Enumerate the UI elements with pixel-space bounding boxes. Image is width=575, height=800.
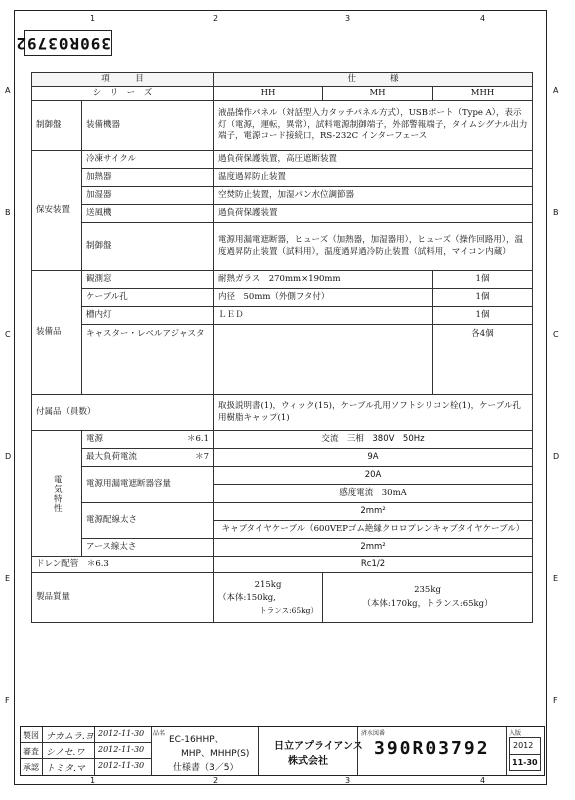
approver-date: 2012-11-30 bbox=[98, 761, 145, 770]
reviewer-label: 審査 bbox=[23, 747, 39, 756]
ground-name: アース線太さ bbox=[82, 539, 214, 557]
column-marker-1: 1 bbox=[90, 14, 96, 23]
equipment-item-text: 内径 50mm（外側フタ付） bbox=[214, 289, 433, 307]
equipment-item-text: ＬＥＤ bbox=[214, 307, 433, 325]
wire-cable: キャブタイヤケーブル（600VEPゴム絶縁クロロプレンキャブタイヤケーブル） bbox=[214, 521, 533, 539]
wire-name: 電源配線太さ bbox=[82, 503, 214, 539]
column-marker-2: 2 bbox=[213, 14, 219, 23]
reviewer-date: 2012-11-30 bbox=[98, 745, 145, 754]
weight-mh: 235kg （本体:170kg，トランス:65kg） bbox=[323, 573, 533, 623]
product-line-1: EC-16HHP、 bbox=[169, 735, 224, 745]
column-marker-3: 3 bbox=[345, 14, 351, 23]
drafter-date: 2012-11-30 bbox=[98, 729, 145, 738]
column-marker-1-bottom: 1 bbox=[90, 776, 96, 785]
equipment-group: 装備品 bbox=[32, 271, 82, 395]
row-marker-c-right: C bbox=[553, 330, 559, 339]
weight-name: 製品質量 bbox=[32, 573, 214, 623]
control-item: 装備機器 bbox=[82, 101, 214, 151]
header-item: 項 目 bbox=[32, 73, 214, 87]
series-label: シ リ ー ズ bbox=[32, 87, 214, 101]
weight-hh: 215kg （本体:150kg, トランス:65kg） bbox=[214, 573, 323, 623]
issue-date: 11-30 bbox=[512, 758, 538, 767]
equipment-item-qty: 各4個 bbox=[433, 325, 533, 395]
wire-size: 2mm² bbox=[214, 503, 533, 521]
max-current-name: 最大負荷電流 ＊7 bbox=[82, 449, 214, 467]
safety-item-text: 電源用漏電遮断器，ヒューズ（加熱器，加湿器用），ヒューズ（操作回路用），温度過昇防止装置（試料用），温度過昇過冷防止装置（試料用，マイコン内蔵） bbox=[214, 223, 533, 271]
accessories-name: 付属品（員数） bbox=[32, 395, 214, 431]
series-hh: HH bbox=[214, 87, 323, 101]
row-marker-d: D bbox=[5, 452, 12, 461]
equipment-item-name: 観測窓 bbox=[82, 271, 214, 289]
electrical-group: 電気特性 bbox=[32, 431, 82, 557]
column-marker-4-bottom: 4 bbox=[480, 776, 486, 785]
safety-group: 保安装置 bbox=[32, 151, 82, 271]
safety-item-name: 冷凍サイクル bbox=[82, 151, 214, 169]
spec-table bbox=[31, 72, 533, 623]
safety-item-name: 送風機 bbox=[82, 205, 214, 223]
company-line-1: 日立アプライアンス bbox=[274, 741, 363, 752]
series-mhh: MHH bbox=[433, 87, 533, 101]
safety-item-text: 過負荷保護装置 bbox=[214, 205, 533, 223]
control-group: 制御盤 bbox=[32, 101, 82, 151]
equipment-item-qty: 1個 bbox=[433, 271, 533, 289]
safety-item-text: 空焚防止装置，加湿パン水位調節器 bbox=[214, 187, 533, 205]
accessories-text: 取扱説明書(1)，ウィック(15)，ケーブル孔用ソフトシリコン栓(1)，ケーブル孔用樹脂キャップ(1) bbox=[214, 395, 533, 431]
equipment-item-text bbox=[214, 325, 433, 395]
issue-label: 入版 bbox=[509, 730, 522, 737]
breaker-rated: 20A bbox=[214, 467, 533, 485]
column-marker-3-bottom: 3 bbox=[345, 776, 351, 785]
safety-item-name: 制御盤 bbox=[82, 223, 214, 271]
safety-item-text: 温度過昇防止装置 bbox=[214, 169, 533, 187]
column-marker-2-bottom: 2 bbox=[213, 776, 219, 785]
approver-label: 承認 bbox=[23, 763, 39, 772]
drawing-number-label: 済水図番 bbox=[361, 730, 386, 737]
safety-item-name: 加湿器 bbox=[82, 187, 214, 205]
row-marker-b: B bbox=[5, 208, 11, 217]
drafter-label: 製図 bbox=[23, 731, 39, 740]
drawing-number: 390R03792 bbox=[374, 738, 490, 759]
row-marker-c: C bbox=[5, 330, 11, 339]
safety-item-name: 加熱器 bbox=[82, 169, 214, 187]
product-label: 品名 bbox=[153, 730, 166, 737]
rotated-drawing-number: 390R03792 bbox=[24, 30, 112, 56]
drain-text: Rc1/2 bbox=[214, 557, 533, 573]
row-marker-a-right: A bbox=[553, 86, 559, 95]
equipment-item-name: キャスター・レベルアジャスタ bbox=[82, 325, 214, 395]
control-text: 液晶操作パネル（対話型入力タッチパネル方式），USBポート（Type A），表示灯（電源，運転，異常），試料電源制御端子，外部警報端子，タイムシグナル出力端子，電源コード接続口，RS-232C インターフェース bbox=[214, 101, 533, 151]
product-line-2: MHP、MHHP(S) bbox=[181, 749, 250, 759]
drafter-name: ナカムラ.ヨ bbox=[46, 732, 94, 742]
row-marker-d-right: D bbox=[553, 452, 560, 461]
row-marker-f: F bbox=[5, 696, 10, 705]
max-current-text: 9A bbox=[214, 449, 533, 467]
reviewer-name: シノセ.ワ bbox=[46, 748, 85, 758]
approver-name: トミタ.マ bbox=[46, 764, 85, 774]
row-marker-f-right: F bbox=[553, 696, 558, 705]
product-line-3: 仕様書（3／5） bbox=[173, 763, 239, 773]
breaker-sensitivity: 感度電流 30mA bbox=[214, 485, 533, 503]
equipment-item-name: ケーブル孔 bbox=[82, 289, 214, 307]
breaker-name: 電源用漏電遮断器容量 bbox=[82, 467, 214, 503]
series-mh: MH bbox=[323, 87, 433, 101]
drain-name: ドレン配管 ＊6.3 bbox=[32, 557, 214, 573]
ground-size: 2mm² bbox=[214, 539, 533, 557]
safety-item-text: 過負荷保護装置，高圧遮断装置 bbox=[214, 151, 533, 169]
row-marker-b-right: B bbox=[553, 208, 559, 217]
equipment-item-qty: 1個 bbox=[433, 289, 533, 307]
column-marker-4: 4 bbox=[480, 14, 486, 23]
power-text: 交流 三相 380V 50Hz bbox=[214, 431, 533, 449]
row-marker-a: A bbox=[5, 86, 11, 95]
equipment-item-qty: 1個 bbox=[433, 307, 533, 325]
company-line-2: 株式会社 bbox=[288, 756, 328, 767]
row-marker-e-right: E bbox=[553, 574, 559, 583]
equipment-item-name: 槽内灯 bbox=[82, 307, 214, 325]
power-name: 電源 ＊6.1 bbox=[82, 431, 214, 449]
header-spec: 仕 様 bbox=[214, 73, 533, 87]
equipment-item-text: 耐熱ガラス 270mm×190mm bbox=[214, 271, 433, 289]
issue-year: 2012 bbox=[513, 741, 534, 750]
row-marker-e: E bbox=[5, 574, 11, 583]
